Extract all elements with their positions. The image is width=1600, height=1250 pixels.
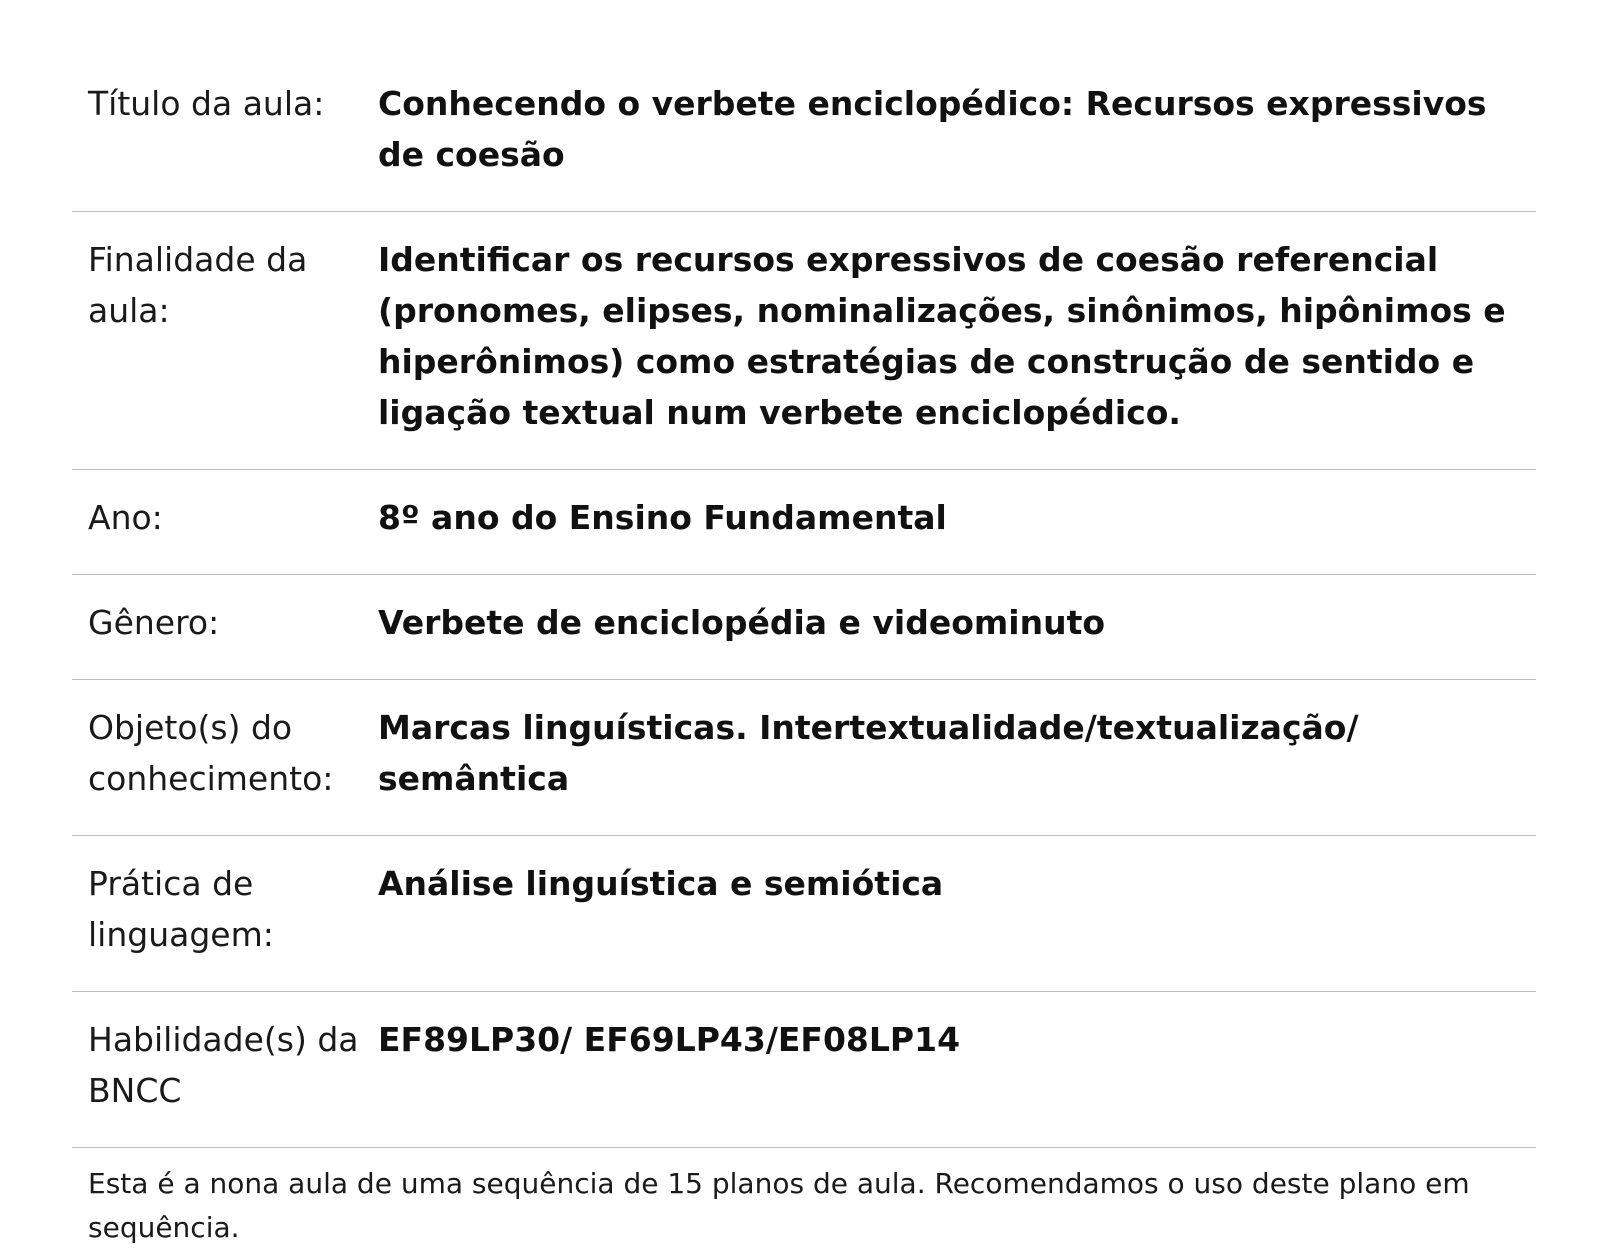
row-objetos	[72, 680, 1536, 836]
ano-label: Ano:	[88, 498, 163, 537]
finalidade-value: Identificar os recursos expressivos de coesão referencial (pronomes, elipses, nominalizações, sinônimos, hipônimos e hiperônimos) como estratégias de construção de sentido e ligação textual num verbete enciclopédico.	[378, 240, 1506, 432]
row-habilidades	[72, 992, 1536, 1148]
genero-value: Verbete de enciclopédia e videominuto	[378, 603, 1106, 642]
lesson-info-table	[72, 56, 1536, 1148]
objetos-label: Objeto(s) do conhecimento:	[88, 708, 334, 798]
row-genero	[72, 575, 1536, 680]
habilidades-value: EF89LP30/ EF69LP43/EF08LP14	[378, 1020, 961, 1059]
ano-value: 8º ano do Ensino Fundamental	[378, 498, 947, 537]
pratica-label: Prática de linguagem:	[88, 864, 274, 954]
row-ano	[72, 470, 1536, 575]
pratica-value: Análise linguística e semiótica	[378, 864, 944, 903]
genero-label: Gênero:	[88, 603, 220, 642]
row-pratica	[72, 836, 1536, 992]
objetos-value: Marcas linguísticas. Intertextualidade/textualização/ semântica	[378, 708, 1359, 798]
row-titulo	[72, 56, 1536, 212]
row-finalidade	[72, 212, 1536, 470]
habilidades-label: Habilidade(s) da BNCC	[88, 1020, 359, 1110]
titulo-label: Título da aula:	[88, 84, 325, 123]
sequence-note: Esta é a nona aula de uma sequência de 15 planos de aula. Recomendamos o uso deste plano em sequência.	[88, 1167, 1470, 1244]
finalidade-label: Finalidade da aula:	[88, 240, 308, 330]
titulo-value: Conhecendo o verbete enciclopédico: Recursos expressivos de coesão	[378, 84, 1487, 174]
lesson-plan-sheet	[72, 56, 1536, 1250]
